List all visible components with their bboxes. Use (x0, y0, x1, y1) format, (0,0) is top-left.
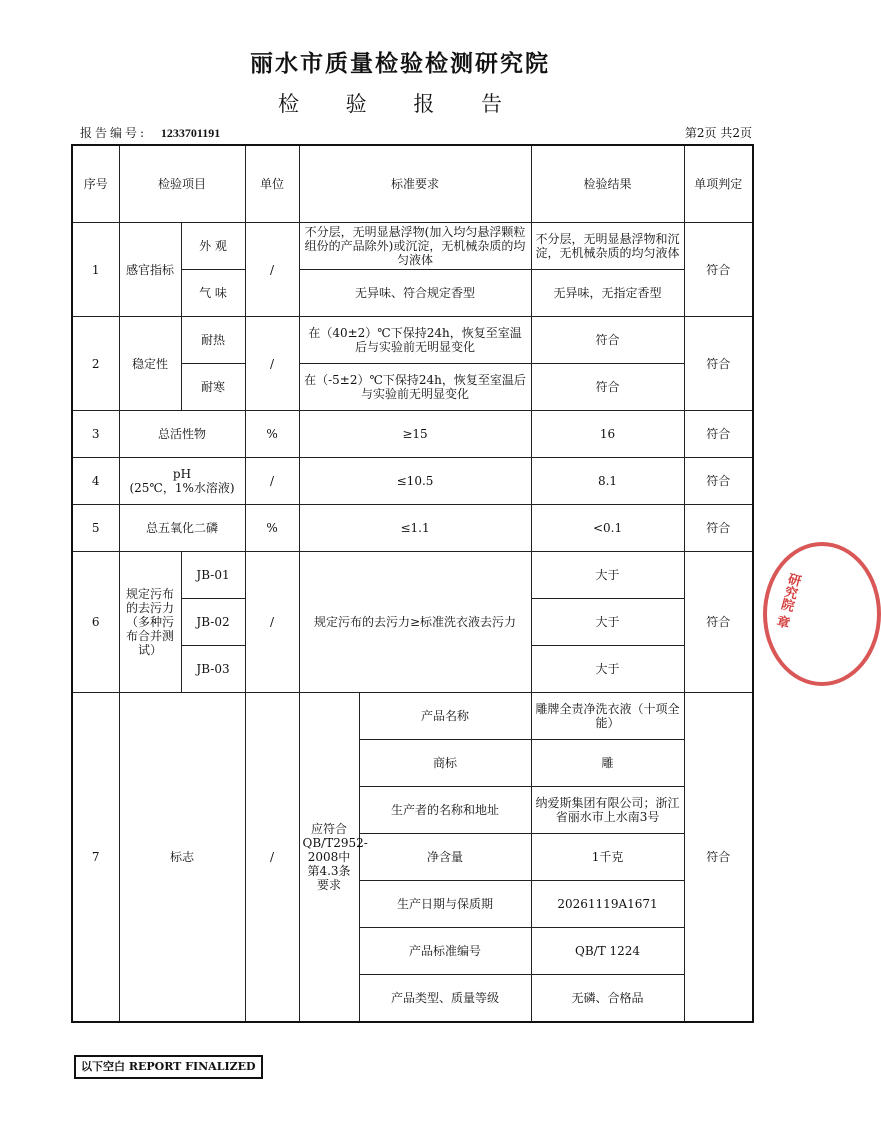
standard-cell: 不分层，无明显悬浮物(加入均匀悬浮颗粒组份的产品除外)或沉淀，无机械杂质的均匀液体 (299, 223, 531, 270)
standard-cell: 应符合QB/T2952-2008中第4.3条要求 (299, 693, 359, 1022)
item-cell: 标志 (119, 693, 245, 1022)
official-seal-text: 研究院 章 (772, 570, 802, 630)
table-row (72, 317, 753, 364)
verdict-cell: 符合 (684, 317, 753, 411)
label-value-cell: 雕牌全责净洗衣液（十项全能） (531, 693, 684, 740)
standard-cell: ≤10.5 (299, 458, 531, 505)
result-cell: 不分层，无明显悬浮物和沉淀，无机械杂质的均匀液体 (531, 223, 684, 270)
subitem-cell: JB-03 (181, 646, 245, 693)
seq-cell: 4 (72, 458, 119, 505)
seq-cell: 6 (72, 552, 119, 693)
item-cell: 总活性物 (119, 411, 245, 458)
verdict-cell: 符合 (684, 458, 753, 505)
report-type-title: 检 验 报 告 (277, 92, 523, 116)
inspection-table (71, 144, 754, 1023)
label-name-cell: 产品名称 (359, 693, 531, 740)
label-value-cell: 1千克 (531, 834, 684, 881)
unit-cell: / (245, 223, 299, 317)
item-line: pH (172, 467, 192, 481)
label-value-cell: QB/T 1224 (531, 928, 684, 975)
seq-cell: 1 (72, 223, 119, 317)
label-value-cell: 雕 (531, 740, 684, 787)
seq-cell: 5 (72, 505, 119, 552)
standard-cell: 在（40±2）℃下保持24h，恢复至室温后与实验前无明显变化 (299, 317, 531, 364)
label-name-cell: 产品标准编号 (359, 928, 531, 975)
header-standard: 标准要求 (299, 145, 531, 223)
unit-cell: / (245, 552, 299, 693)
result-cell: <0.1 (531, 505, 684, 552)
subitem-cell: JB-01 (181, 552, 245, 599)
report-number-label: 报告编号: (80, 126, 148, 140)
unit-cell: % (245, 505, 299, 552)
verdict-cell: 符合 (684, 505, 753, 552)
table-row (72, 458, 753, 505)
label-name-cell: 商标 (359, 740, 531, 787)
subitem-cell: 耐寒 (181, 364, 245, 411)
institute-title: 丽水市质量检验检测研究院 (250, 51, 550, 77)
item-cell: 总五氧化二磷 (119, 505, 245, 552)
verdict-cell: 符合 (684, 552, 753, 693)
label-name-cell: 净含量 (359, 834, 531, 881)
subitem-cell: JB-02 (181, 599, 245, 646)
table-header-row (72, 145, 753, 223)
table-row (72, 411, 753, 458)
item-cell: 感官指标 (119, 223, 181, 317)
header-item: 检验项目 (119, 145, 245, 223)
item-cell (119, 458, 245, 505)
result-cell: 符合 (531, 364, 684, 411)
report-end-note: 以下空白 REPORT FINALIZED (74, 1055, 263, 1079)
unit-cell: % (245, 411, 299, 458)
result-cell: 8.1 (531, 458, 684, 505)
seq-cell: 3 (72, 411, 119, 458)
label-value-cell: 20261119A1671 (531, 881, 684, 928)
subitem-cell: 气 味 (181, 270, 245, 317)
result-cell: 大于 (531, 599, 684, 646)
table-row (72, 552, 753, 599)
label-name-cell: 生产日期与保质期 (359, 881, 531, 928)
label-value-cell: 纳爱斯集团有限公司；浙江省丽水市上水南3号 (531, 787, 684, 834)
result-cell: 16 (531, 411, 684, 458)
item-line: (25℃，1%水溶液) (129, 481, 235, 495)
header-unit: 单位 (245, 145, 299, 223)
unit-cell: / (245, 458, 299, 505)
standard-cell: ≤1.1 (299, 505, 531, 552)
label-value-cell: 无磷、合格品 (531, 975, 684, 1022)
table-row (72, 223, 753, 270)
result-cell: 大于 (531, 552, 684, 599)
item-cell: 规定污布的去污力（多种污布合并测试） (119, 552, 181, 693)
label-name-cell: 生产者的名称和地址 (359, 787, 531, 834)
standard-cell: 无异味、符合规定香型 (299, 270, 531, 317)
verdict-cell: 符合 (684, 693, 753, 1022)
header-seq: 序号 (72, 145, 119, 223)
label-name-cell: 产品类型、质量等级 (359, 975, 531, 1022)
item-cell: 稳定性 (119, 317, 181, 411)
standard-cell: ≥15 (299, 411, 531, 458)
subitem-cell: 外 观 (181, 223, 245, 270)
result-cell: 符合 (531, 317, 684, 364)
unit-cell: / (245, 693, 299, 1022)
report-number-line (80, 124, 220, 141)
verdict-cell: 符合 (684, 223, 753, 317)
report-number: 1233701191 (160, 126, 221, 140)
result-cell: 无异味，无指定香型 (531, 270, 684, 317)
seq-cell: 7 (72, 693, 119, 1022)
header-verdict: 单项判定 (684, 145, 753, 223)
page-indicator: 第2页 共2页 (684, 126, 752, 140)
header-result: 检验结果 (531, 145, 684, 223)
unit-cell: / (245, 317, 299, 411)
table-row (72, 693, 753, 740)
standard-cell: 在（-5±2）℃下保持24h，恢复至室温后与实验前无明显变化 (299, 364, 531, 411)
table-row (72, 505, 753, 552)
result-cell: 大于 (531, 646, 684, 693)
subitem-cell: 耐热 (181, 317, 245, 364)
seq-cell: 2 (72, 317, 119, 411)
standard-cell: 规定污布的去污力≥标准洗衣液去污力 (299, 552, 531, 693)
verdict-cell: 符合 (684, 411, 753, 458)
